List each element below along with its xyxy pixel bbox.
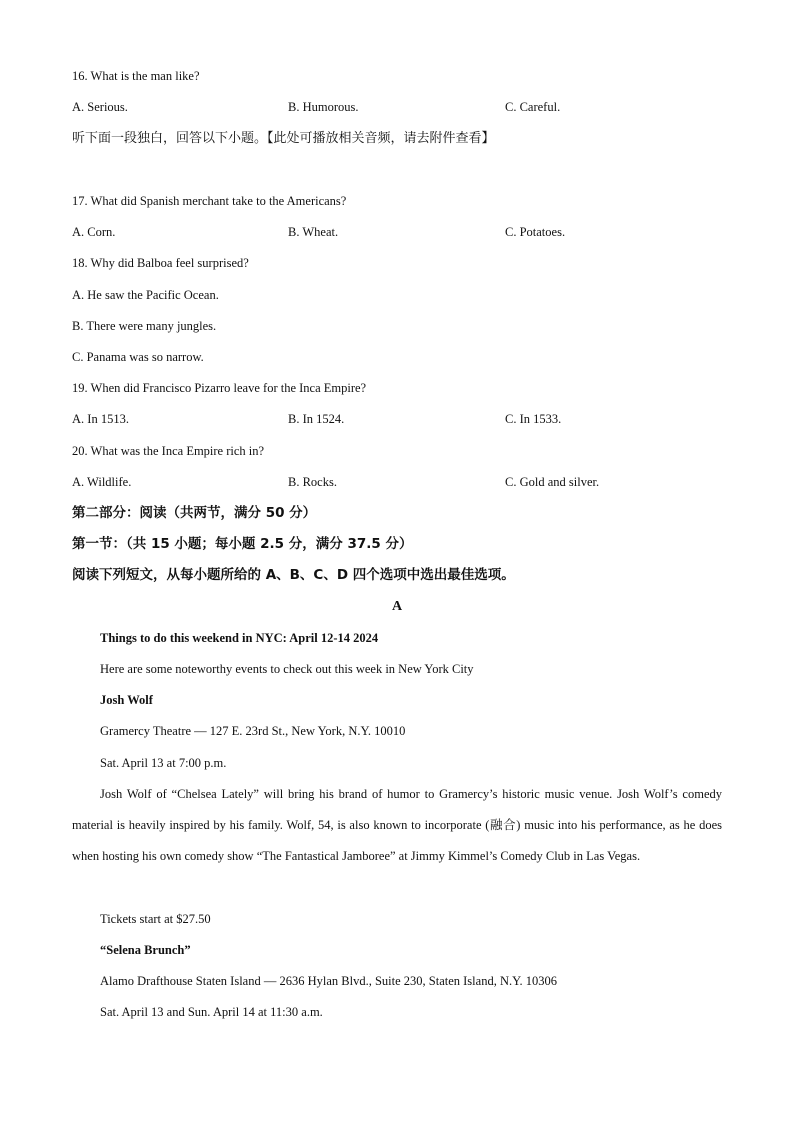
option-c: C. Panama was so narrow. [72, 350, 204, 364]
event-tickets: Tickets start at $27.50 [100, 912, 211, 926]
option-c: C. In 1533. [505, 412, 562, 426]
question-stem: 20. What was the Inca Empire rich in? [72, 444, 265, 458]
event-venue: Gramercy Theatre — 127 E. 23rd St., New York, N.Y. 10010 [100, 724, 406, 738]
option-c: C. Gold and silver. [505, 475, 600, 489]
section-heading: 第一节：（共 15 小题；每小题 2.5 分，满分 37.5 分） [72, 536, 413, 552]
option-b: B. In 1524. [288, 412, 345, 426]
option-a: A. In 1513. [72, 412, 129, 426]
option-b: B. Rocks. [288, 475, 337, 489]
event-name: “Selena Brunch” [100, 943, 191, 957]
option-c: C. Careful. [505, 100, 561, 114]
monologue-instruction: 听下面一段独白，回答以下小题。【此处可播放相关音频，请去附件查看】 [72, 131, 495, 146]
option-b: B. Humorous. [288, 100, 359, 114]
option-a: A. He saw the Pacific Ocean. [72, 288, 219, 302]
reading-instruction: 阅读下列短文，从每小题所给的 A、B、C、D 四个选项中选出最佳选项。 [72, 567, 515, 583]
question-stem: 18. Why did Balboa feel surprised? [72, 256, 249, 270]
event-time: Sat. April 13 and Sun. April 14 at 11:30 a.m. [100, 1005, 323, 1019]
question-stem: 17. What did Spanish merchant take to the Americans? [72, 194, 347, 208]
option-b: B. There were many jungles. [72, 319, 217, 333]
question-stem: 19. When did Francisco Pizarro leave for the Inca Empire? [72, 381, 367, 395]
event-name: Josh Wolf [100, 693, 153, 707]
option-a: A. Serious. [72, 100, 128, 114]
passage-label: A [391, 599, 403, 614]
article-title: Things to do this weekend in NYC: April 12-14 2024 [100, 631, 379, 645]
option-b: B. Wheat. [288, 225, 339, 239]
option-c: C. Potatoes. [505, 225, 566, 239]
option-a: A. Wildlife. [72, 475, 132, 489]
article-intro: Here are some noteworthy events to check out this week in New York City [100, 662, 474, 676]
event-description: Josh Wolf of “Chelsea Lately” will bring his brand of humor to Gramercy’s historic music venue. Josh Wolf’s comedy material is heavily inspired by his family. Wolf, 54, is also known to incorporate (融合) music into his performance, as he does when hosting his own comedy show “The Fantastical Jamboree” at Jimmy Kimmel’s Comedy Club in Las Vegas. [72, 787, 722, 863]
question-stem: 16. What is the man like? [72, 69, 200, 83]
event-venue: Alamo Drafthouse Staten Island — 2636 Hylan Blvd., Suite 230, Staten Island, N.Y. 10306 [100, 974, 558, 988]
event-time: Sat. April 13 at 7:00 p.m. [100, 756, 227, 770]
option-a: A. Corn. [72, 225, 116, 239]
part-heading: 第二部分：阅读（共两节，满分 50 分） [72, 505, 317, 521]
